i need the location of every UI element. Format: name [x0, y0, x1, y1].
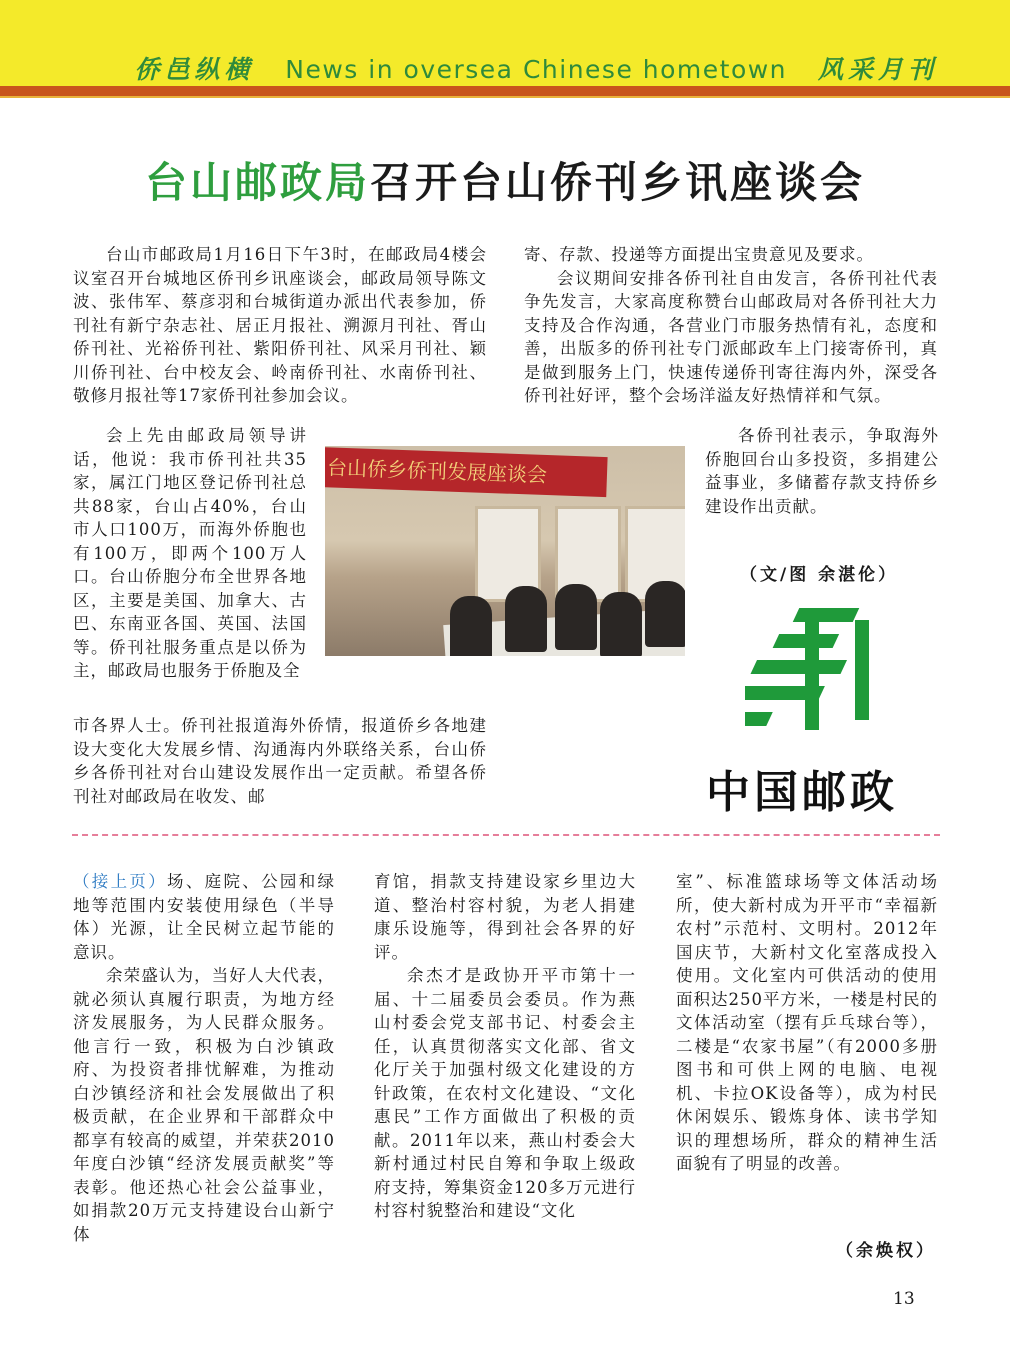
header-divider-strip: [0, 86, 1010, 98]
bottom-column-3: [676, 870, 938, 1176]
article-column-right-side: [705, 424, 939, 518]
header-text: [112, 50, 938, 86]
bottom-byline: （余焕权）: [836, 1241, 936, 1261]
article-column-left-bottom: [73, 714, 487, 808]
article-paragraph-5: 各侨刊社表示，争取海外侨胞回台山多投资，多捐建公益事业，多储蓄存款支持侨乡建设作出贡献。: [705, 426, 939, 516]
page-number: 13: [893, 1289, 915, 1309]
photo-person: [645, 581, 685, 647]
bottom-paragraph-3: 育馆，捐款支持建设家乡里边大道、整治村容村貌，为老人捐建康乐设施等，得到社会各界的好评。: [374, 872, 636, 962]
article-column-left-top: [73, 243, 487, 408]
header-magazine-name: 风采月刊: [817, 55, 938, 84]
article-paragraph-4: 会议期间安排各侨刊社自由发言，各侨刊社代表争先发言，大家高度称赞台山邮政局对各侨刊社大力支持及合作沟通，各营业门市服务热情有礼，态度和善，出版多的侨刊社专门派邮政车上门接寄侨刊，真是做到服务上门，快速传递侨刊寄往海内外，深受各侨刊社好评，整个会场洋溢友好热情祥和气氛。: [524, 268, 938, 405]
bottom-paragraph-5: 室”、标准篮球场等文体活动场所，使大新村成为开平市“幸福新农村”示范村、文明村。2012年国庆节，大新村文化室落成投入使用。文化室内可供活动的使用面积达250平方米，一楼是村民的文体活动室（摆有乒乓球台等），二楼是“农家书屋”（有2000多册图书和可供上网的电脑、电视机、卡拉OK设备等），成为村民休闲娱乐、锻炼身体、读书学知识的理想场所，群众的精神生活面貌有了明显的改善。: [676, 872, 938, 1173]
article-byline: （文/图 余湛伦）: [740, 565, 899, 585]
article-paragraph-2: 会上先由邮政局领导讲话，他说：我市侨刊社共35家，属江门地区登记侨刊社总共88家，台山占40%，台山市人口100万，而海外侨胞也有100万，即两个100万人口。台山侨胞分布全世界各地区，主要是美国、加拿大、古巴、东南亚各国、英国、法国等。侨刊社服务重点是以侨为主，邮政局也服务于侨胞及全: [73, 426, 307, 680]
bottom-column-1: [73, 870, 335, 1246]
photo-person: [450, 596, 492, 656]
header-english-title: News in oversea Chinese hometown: [285, 55, 788, 84]
header-bar: [0, 0, 1010, 86]
photo-person: [600, 592, 642, 656]
headline-black-part: 召开台山侨刊乡讯座谈会: [370, 158, 866, 207]
article-column-left-side: [73, 424, 307, 683]
china-post-logo-text: 中国邮政: [706, 767, 898, 818]
article-paragraph-1: 台山市邮政局1月16日下午3时，在邮政局4楼会议室召开台城地区侨刊乡讯座谈会，邮政局领导陈文波、张伟军、蔡彦羽和台城街道办派出代表参加，侨刊社有新宁杂志社、居正月报社、溯源月刊社、胥山侨刊社、光裕侨刊社、紫阳侨刊社、风采月刊社、颖川侨刊社、台中校友会、岭南侨刊社、水南侨刊社、敬修月报社等17家侨刊社参加会议。: [73, 245, 487, 405]
continued-label: （接上页）: [73, 872, 168, 891]
header-column-name: 侨邑纵横: [134, 55, 255, 84]
bottom-paragraph-4: 余杰才是政协开平市第十一届、十二届委员会委员。作为燕山村委会党支部书记、村委会主任，认真贯彻落实文化部、省文化厅关于加强村级文化建设的方针政策，在农村文化建设、“文化惠民”工作方面做出了积极的贡献。2011年以来，燕山村委会大新村通过村民自筹和争取上级政府支持，筹集资金120多万元进行村容村貌整治和建设“文化: [374, 966, 636, 1220]
headline-green-part: 台山邮政局: [144, 158, 370, 207]
bottom-paragraph-1: [73, 870, 335, 964]
bottom-paragraph-1-text: 场、庭院、公园和绿地等范围内安装使用绿色（半导体）光源，让全民树立起节能的意识。: [73, 872, 336, 962]
article-paragraph-2-cont: 市各界人士。侨刊社报道海外侨情，报道侨乡各地建设大变化大发展乡情、沟通海内外联络关系，台山侨乡各侨刊社对台山建设发展作出一定贡献。希望各侨刊社对邮政局在收发、邮: [73, 716, 487, 806]
photo-person: [505, 586, 547, 652]
bottom-column-2: [374, 870, 636, 1223]
meeting-photo: [325, 446, 685, 656]
photo-banner: 台山侨乡侨刊发展座谈会: [325, 447, 608, 497]
article-column-right-top: [524, 243, 938, 408]
bottom-paragraph-2: 余荣盛认为，当好人大代表，就必须认真履行职责，为地方经济发展服务，为人民群众服务。他言行一致，积极为白沙镇政府、为投资者排忧解难，为推动白沙镇经济和社会发展做出了积极贡献，在企业界和干部群众中都享有较高的威望，并荣获2010年度白沙镇“经济发展贡献奖”等表彰。他还热心社会公益事业，如捐款20万元支持建设台山新宁体: [73, 966, 335, 1244]
china-post-logo-icon: [745, 600, 925, 750]
article-headline: [0, 150, 1010, 210]
photo-person: [555, 584, 597, 650]
section-divider: [72, 834, 940, 836]
article-paragraph-3: 寄、存款、投递等方面提出宝贵意见及要求。: [524, 245, 874, 264]
